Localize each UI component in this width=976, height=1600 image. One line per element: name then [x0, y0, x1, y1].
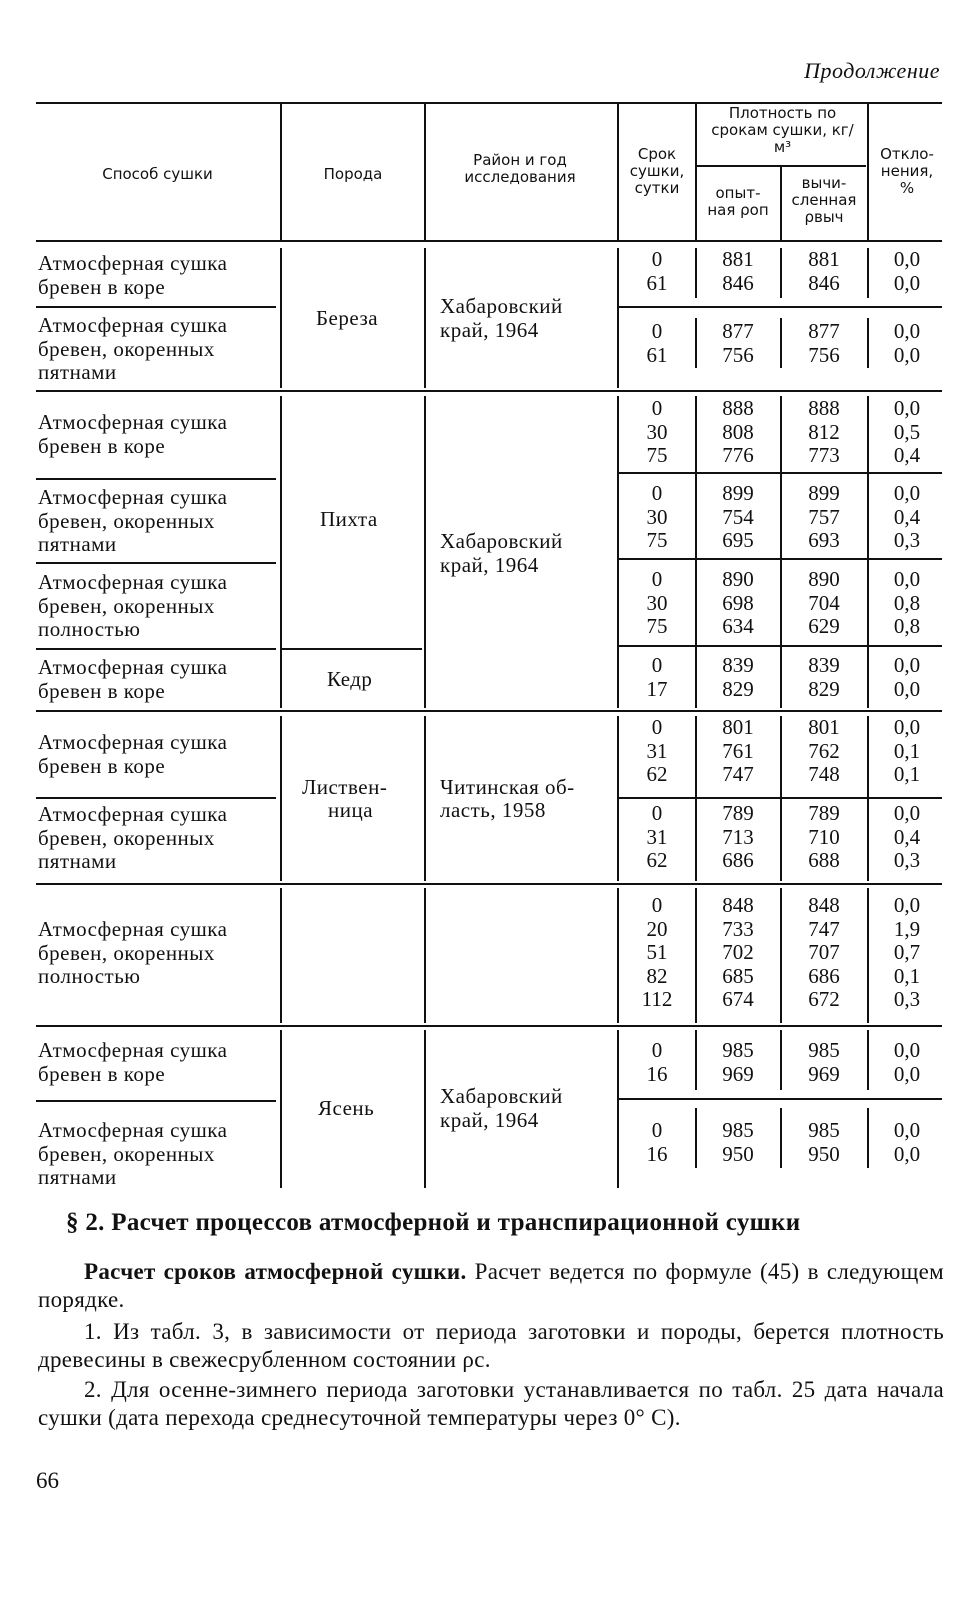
- species-cell: Кедр: [327, 667, 373, 691]
- col-divider: [867, 104, 869, 240]
- experimental-cell: 877 756: [722, 319, 754, 367]
- col-divider: [695, 396, 697, 708]
- experimental-cell: 985 950: [722, 1118, 754, 1166]
- paragraph-1-text: Расчет ведется по формуле (45) в следующем порядке.: [38, 1259, 945, 1312]
- experimental-cell: 985 969: [722, 1038, 754, 1086]
- calculated-cell: 881 846: [808, 247, 840, 295]
- group-rule: [36, 710, 942, 712]
- col-divider: [617, 396, 619, 708]
- experimental-cell: 801 761 747: [722, 715, 754, 786]
- header-bottom-rule: [36, 240, 942, 242]
- col-divider: [780, 396, 782, 708]
- days-cell: 0 20 51 82 112: [641, 893, 673, 1011]
- calculated-cell: 877 756: [808, 319, 840, 367]
- calculated-cell: 801 762 748: [808, 715, 840, 786]
- region-cell: Хабаровский край, 1964: [440, 529, 563, 577]
- col-divider: [424, 248, 426, 388]
- col-divider: [424, 716, 426, 881]
- deviation-cell: 0,0 0,0: [893, 653, 921, 701]
- paragraph-1-lead: Расчет сроков атмосферной сушки.: [84, 1259, 467, 1284]
- method-cell: Атмосферная сушка бревен, окоренных полностью: [38, 917, 228, 988]
- days-cell: 0 61: [646, 247, 668, 295]
- continuation-label: Продолжение: [804, 58, 940, 83]
- col-divider: [780, 1030, 782, 1090]
- col-divider: [695, 1030, 697, 1090]
- header-density: Плотность по срокам сушки, кг/м³: [711, 104, 854, 156]
- col-divider: [780, 716, 782, 881]
- col-divider: [424, 1030, 426, 1188]
- method-cell: Атмосферная сушка бревен, окоренных пятнами: [38, 313, 228, 384]
- deviation-cell: 0,0 0,0: [893, 1118, 921, 1166]
- experimental-cell: 899 754 695: [722, 481, 754, 552]
- col-divider: [867, 248, 869, 298]
- col-divider: [424, 888, 426, 1023]
- deviation-cell: 0,0 0,1 0,1: [893, 715, 921, 786]
- region-cell: Хабаровский край, 1964: [440, 1084, 563, 1132]
- method-cell: Атмосферная сушка бревен в коре: [38, 655, 228, 703]
- species-cell: Пихта: [320, 507, 378, 531]
- header-calculated: вычи-сленная ρвыч: [791, 174, 857, 226]
- col-divider: [780, 1108, 782, 1168]
- paragraph-2: 1. Из табл. 3, в зависимости от периода заготовки и породы, берется плотность древесины в свежесрубленном состоянии ρс.: [38, 1319, 944, 1372]
- col-divider: [617, 248, 619, 388]
- col-divider: [280, 1030, 282, 1188]
- header-method: Способ сушки: [102, 165, 213, 183]
- col-divider: [617, 716, 619, 881]
- group-rule: [36, 1025, 942, 1027]
- group-rule: [36, 883, 942, 885]
- deviation-cell: 0,0 0,0: [893, 247, 921, 295]
- region-cell: ласть, 1958: [440, 798, 546, 822]
- section-heading: § 2. Расчет процессов атмосферной и транспирационной сушки: [66, 1209, 801, 1236]
- deviation-cell: 0,0 1,9 0,7 0,1 0,3: [893, 893, 921, 1011]
- species-cell: ница: [328, 798, 374, 822]
- header-experimental: опыт-ная ρоп: [707, 184, 769, 219]
- calculated-cell: 890 704 629: [808, 567, 840, 638]
- method-cell: Атмосферная сушка бревен в коре: [38, 1038, 228, 1086]
- col-divider: [867, 716, 869, 881]
- deviation-cell: 0,0 0,0: [893, 319, 921, 367]
- col-divider: [617, 104, 619, 240]
- method-cell: Атмосферная сушка бревен, окоренных пятнами: [38, 802, 228, 873]
- paragraph-1: [38, 1258, 944, 1314]
- col-divider: [280, 104, 282, 240]
- species-cell: Ясень: [318, 1096, 375, 1120]
- col-divider: [617, 1030, 619, 1188]
- days-cell: 0 30 75: [646, 567, 668, 638]
- col-divider: [780, 888, 782, 1023]
- method-cell: Атмосферная сушка бревен, окоренных полностью: [38, 570, 228, 641]
- species-cell: Береза: [316, 306, 379, 330]
- row-rule: [282, 648, 422, 650]
- days-cell: 0 61: [646, 319, 668, 367]
- row-rule: [36, 306, 276, 308]
- col-divider: [617, 888, 619, 1023]
- deviation-cell: 0,0 0,4 0,3: [893, 801, 921, 872]
- deviation-cell: 0,0 0,4 0,3: [893, 481, 921, 552]
- method-cell: Атмосферная сушка бревен в коре: [38, 410, 228, 458]
- col-divider: [695, 1108, 697, 1168]
- header-species: Порода: [323, 165, 383, 183]
- days-cell: 0 31 62: [646, 715, 668, 786]
- col-divider: [867, 888, 869, 1023]
- days-cell: 0 17: [646, 653, 668, 701]
- experimental-cell: 881 846: [722, 247, 754, 295]
- region-cell: Хабаровский край, 1964: [440, 294, 563, 342]
- header-region: Район и год исследования: [464, 151, 576, 186]
- row-rule: [36, 478, 276, 480]
- deviation-cell: 0,0 0,8 0,8: [893, 567, 921, 638]
- col-divider: [780, 166, 782, 240]
- col-divider: [695, 248, 697, 298]
- col-divider: [280, 888, 282, 1023]
- row-rule: [619, 306, 942, 308]
- experimental-cell: 839 829: [722, 653, 754, 701]
- col-divider: [867, 396, 869, 708]
- col-divider: [867, 1108, 869, 1168]
- experimental-cell: 890 698 634: [722, 567, 754, 638]
- col-divider: [280, 248, 282, 388]
- col-divider: [867, 318, 869, 368]
- col-divider: [695, 318, 697, 368]
- row-rule: [36, 1100, 276, 1102]
- deviation-cell: 0,0 0,5 0,4: [893, 396, 921, 467]
- row-rule: [36, 797, 276, 799]
- col-divider: [280, 716, 282, 881]
- calculated-cell: 839 829: [808, 653, 840, 701]
- col-divider: [780, 248, 782, 298]
- experimental-cell: 848 733 702 685 674: [722, 893, 754, 1011]
- row-rule: [36, 648, 276, 650]
- header-duration: Срок сушки, сутки: [629, 145, 685, 197]
- days-cell: 0 16: [646, 1118, 668, 1166]
- calculated-cell: 848 747 707 686 672: [808, 893, 840, 1011]
- species-cell: Листвен-: [302, 775, 388, 799]
- calculated-cell: 985 950: [808, 1118, 840, 1166]
- method-cell: Атмосферная сушка бревен в коре: [38, 251, 228, 299]
- deviation-cell: 0,0 0,0: [893, 1038, 921, 1086]
- row-rule: [36, 562, 276, 564]
- method-cell: Атмосферная сушка бревен, окоренных пятнами: [38, 1118, 228, 1189]
- col-divider: [867, 1030, 869, 1090]
- experimental-cell: 888 808 776: [722, 396, 754, 467]
- col-divider: [280, 396, 282, 708]
- header-deviation: Откло-нения, %: [880, 145, 934, 197]
- row-rule: [619, 1098, 942, 1100]
- method-cell: Атмосферная сушка бревен, окоренных пятнами: [38, 485, 228, 556]
- region-cell: Читинская об-: [440, 775, 575, 799]
- days-cell: 0 30 75: [646, 396, 668, 467]
- calculated-cell: 899 757 693: [808, 481, 840, 552]
- days-cell: 0 31 62: [646, 801, 668, 872]
- days-cell: 0 16: [646, 1038, 668, 1086]
- col-divider: [695, 716, 697, 881]
- calculated-cell: 789 710 688: [808, 801, 840, 872]
- col-divider: [424, 104, 426, 240]
- paragraph-3: 2. Для осенне-зимнего периода заготовки устанавливается по табл. 25 дата начала сушки (дата перехода среднесуточной температуры через 0° С).: [38, 1377, 944, 1430]
- col-divider: [424, 396, 426, 708]
- method-cell: Атмосферная сушка бревен в коре: [38, 730, 228, 778]
- calculated-cell: 888 812 773: [808, 396, 840, 467]
- col-divider: [695, 104, 697, 240]
- experimental-cell: 789 713 686: [722, 801, 754, 872]
- col-divider: [695, 888, 697, 1023]
- col-divider: [780, 318, 782, 368]
- days-cell: 0 30 75: [646, 481, 668, 552]
- calculated-cell: 985 969: [808, 1038, 840, 1086]
- page-number: 66: [36, 1468, 59, 1493]
- group-rule: [36, 390, 942, 392]
